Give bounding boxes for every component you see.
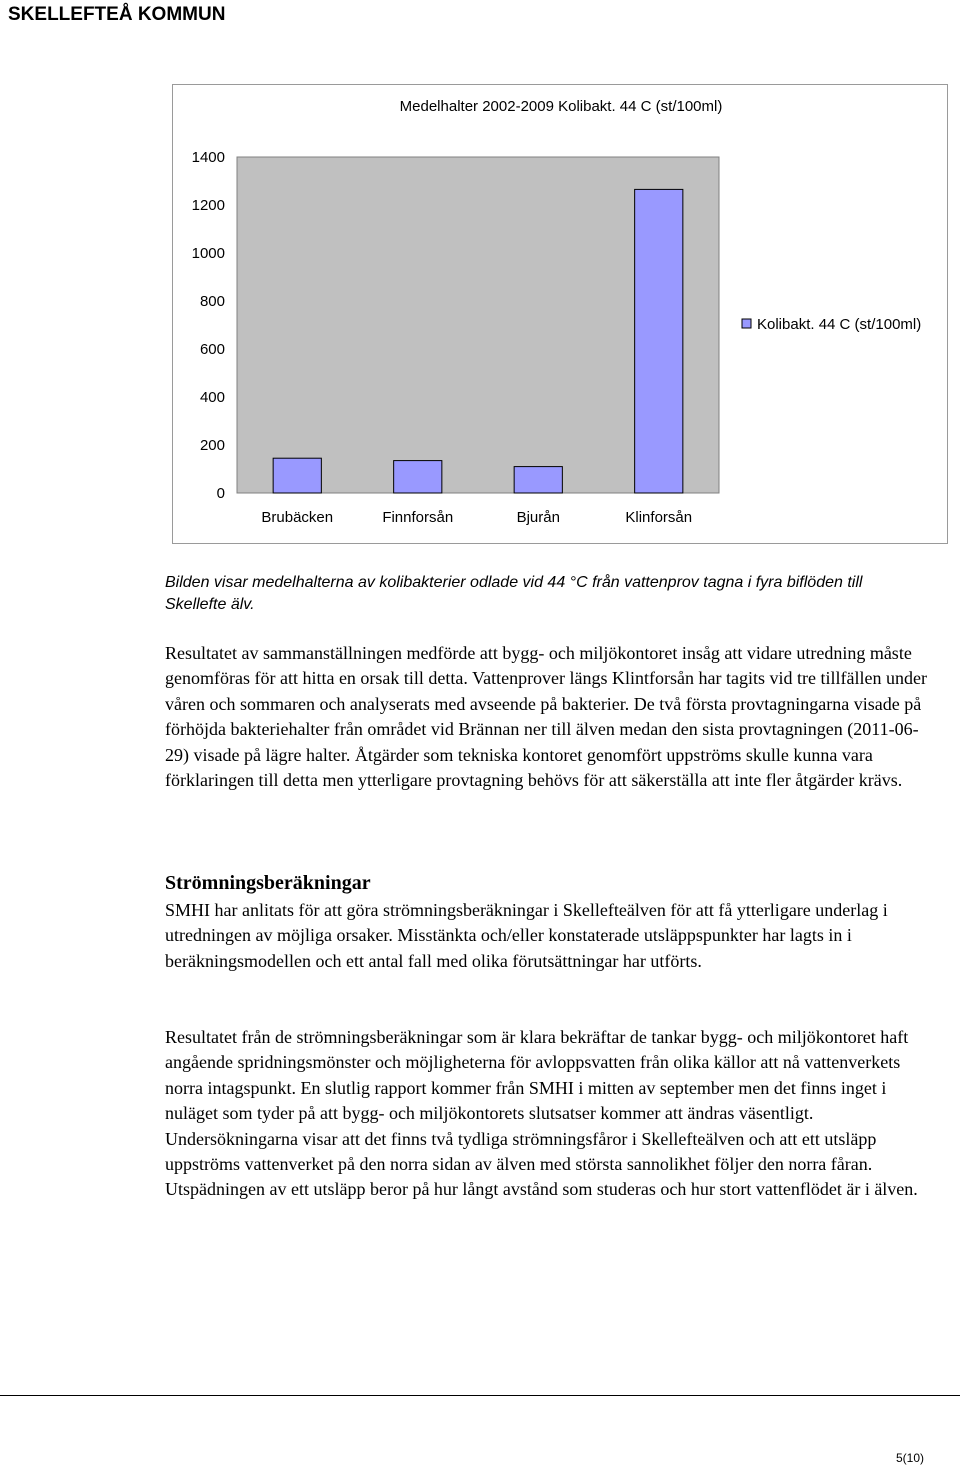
x-tick-label: Brubäcken — [261, 509, 334, 526]
y-tick-label: 1400 — [191, 149, 225, 166]
legend — [742, 316, 921, 333]
bar-finnforsån — [394, 461, 442, 493]
paragraph-smhi: SMHI har anlitats för att göra strömningsberäkningar i Skellefteälven för att få ytterligare underlag i utredningen av möjliga orsaker. Misstänkta och/eller konstaterade utsläppspunkter har lagts in i beräkningsmodellen och ett antal fall med olika förutsättningar har utförts. — [165, 900, 888, 971]
x-tick-label: Finnforsån — [382, 509, 454, 526]
paragraph-result-sampling: Resultatet av sammanställningen medförde att bygg- och miljökontoret insåg att vidare utredning måste genomföras för att hitta en orsak till detta. Vattenprover längs Klintforsån har tagits vid tre tillfällen under våren och sommaren och analyserats med avseende på bakterier. De två första provtagningarna visade på förhöjda bakteriehalter från området vid Brännan ner till älven medan den sista provtagningen (2011-06-29) visade på lägre halter. Åtgärder som tekniska kontoret genomfört uppströms skulle kunna vara förklaringen till detta men ytterligare provtagning behövs för att säkerställa att inte fler åtgärder krävs. — [165, 643, 927, 791]
chart-caption: Bilden visar medelhalterna av kolibakterier odlade vid 44 °C från vattenprov tagna i fyra biflöden till Skellefte älv. — [165, 574, 863, 613]
bar-chart — [172, 84, 948, 544]
y-tick-label: 1000 — [191, 245, 225, 262]
x-axis-labels — [261, 509, 692, 526]
x-tick-label: Klinforsån — [625, 509, 693, 526]
y-tick-label: 800 — [199, 293, 225, 310]
y-tick-label: 0 — [216, 485, 225, 502]
paragraph-result-flow: Resultatet från de strömningsberäkningar som är klara bekräftar de tankar bygg- och miljökontoret haft angående spridningsmönster och möjligheterna för avloppsvatten från olika källor att nå vattenverkets norra intagspunkt. En slutlig rapport kommer från SMHI i mitten av september men det finns inget i nuläget som tyder på att bygg- och miljökontorets slutsatser kommer att ändras väsentligt. Undersökningarna visar att det finns två tydliga strömningsfåror i Skellefteälven och att ett utsläpp uppströms vattenverket på den norra sidan av älven med största sannolikhet följer den norra fåran. Utspädningen av ett utsläpp beror på hur långt avstånd som studeras och hur stort vattenflödet är i älven. — [165, 1027, 918, 1200]
x-tick-label: Bjurån — [516, 509, 560, 526]
legend-label: Kolibakt. 44 C (st/100ml) — [757, 316, 922, 333]
y-tick-label: 200 — [199, 437, 225, 454]
y-axis-ticks — [192, 149, 225, 502]
organization-header: SKELLEFTEÅ KOMMUN — [8, 4, 226, 25]
chart-title: Medelhalter 2002-2009 Kolibakt. 44 C (st/100ml) — [399, 98, 723, 115]
section-heading: Strömningsberäkningar — [165, 872, 371, 894]
bar-bjurån — [514, 467, 562, 493]
page-number: 5(10) — [895, 1451, 924, 1465]
y-tick-label: 400 — [199, 389, 225, 406]
y-tick-label: 600 — [199, 341, 225, 358]
legend-swatch — [742, 319, 751, 328]
chart-canvas — [173, 85, 947, 543]
y-tick-label: 1200 — [191, 197, 225, 214]
bar-brubäcken — [273, 458, 321, 493]
footer-rule — [0, 1395, 960, 1396]
bar-klinforsån — [635, 189, 683, 493]
